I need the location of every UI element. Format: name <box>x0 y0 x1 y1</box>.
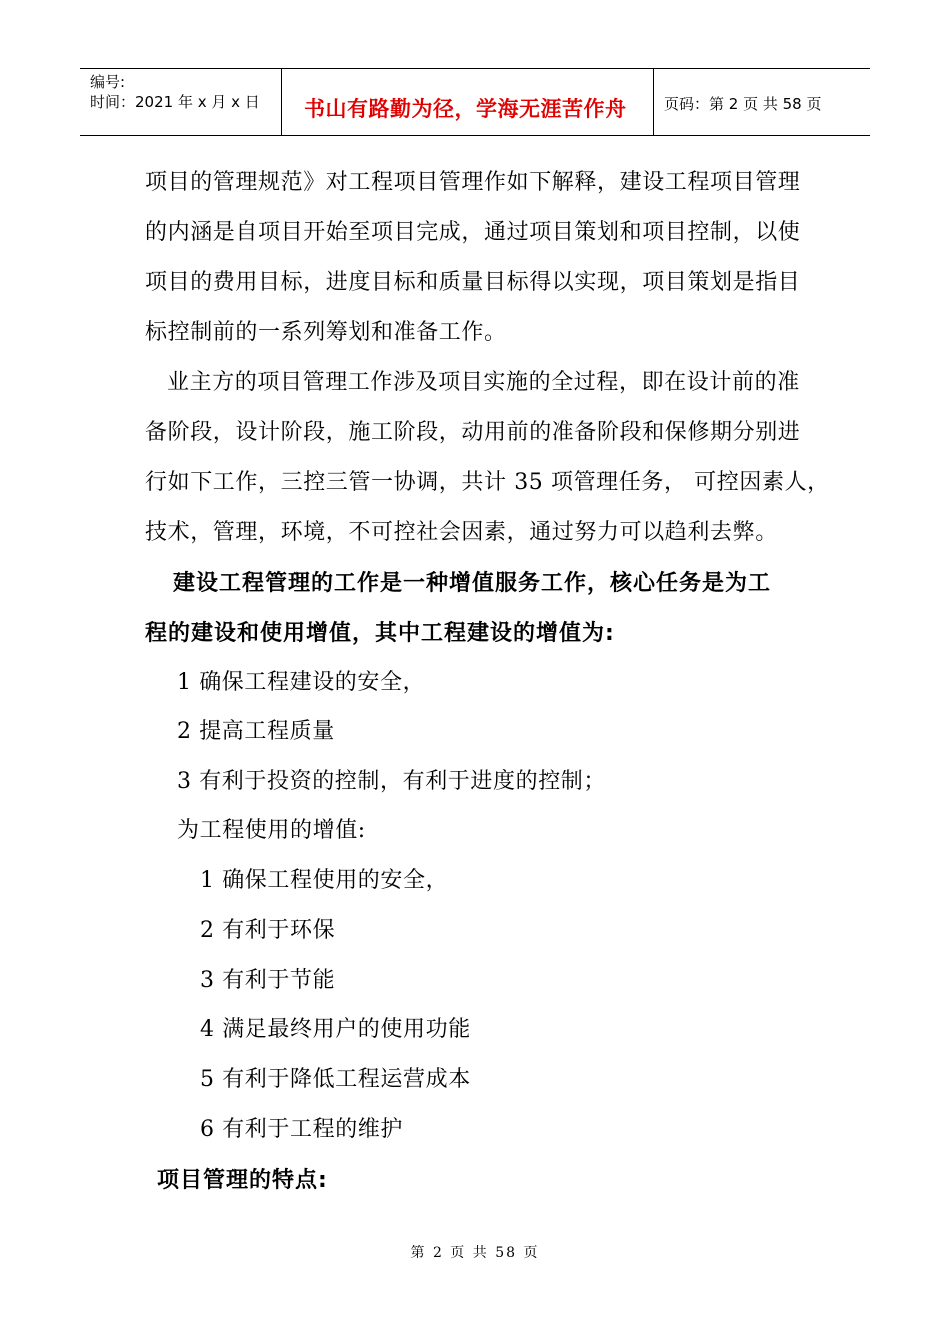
section-heading: 项目管理的特点: <box>157 1168 328 1193</box>
paragraph-line: 标控制前的一系列筹划和准备工作。 <box>145 320 507 345</box>
list-item: 5 有利于降低工程运营成本 <box>200 1067 471 1092</box>
document-header <box>80 68 870 136</box>
paragraph-line: 技术，管理，环境，不可控社会因素，通过努力可以趋利去弊。 <box>145 520 778 545</box>
paragraph-line: 行如下工作，三控三管一协调，共计 35 项管理任务， 可控因素人， <box>145 470 830 495</box>
motto: 书山有路勤为径，学海无涯苦作舟 <box>304 97 627 121</box>
paragraph-line: 项目的费用目标，进度目标和质量目标得以实现，项目策划是指目 <box>145 270 801 295</box>
list-item: 3 有利于投资的控制，有利于进度的控制； <box>177 769 606 794</box>
section-heading: 建设工程管理的工作是一种增值服务工作，核心任务是为工 <box>173 571 772 596</box>
date-label: 时间：2021 年 x 月 x 日 <box>90 93 260 111</box>
paragraph-line: 备阶段，设计阶段，施工阶段，动用前的准备阶段和保修期分别进 <box>145 420 801 445</box>
list-item: 6 有利于工程的维护 <box>200 1117 403 1142</box>
header-middle-cell <box>282 69 654 135</box>
page-info: 页码：第 2 页 共 58 页 <box>664 95 822 113</box>
page-footer: 第 2 页 共 58 页 <box>410 1245 540 1261</box>
paragraph-line: 业主方的项目管理工作涉及项目实施的全过程，即在设计前的准 <box>167 370 800 395</box>
paragraph-line: 的内涵是自项目开始至项目完成，通过项目策划和项目控制，以使 <box>145 220 801 245</box>
subheading: 为工程使用的增值: <box>177 818 366 843</box>
section-heading: 程的建设和使用增值，其中工程建设的增值为: <box>145 621 615 646</box>
list-item: 2 有利于环保 <box>200 918 336 943</box>
list-item: 1 确保工程使用的安全， <box>200 868 449 893</box>
header-right-cell <box>654 69 870 135</box>
header-left-cell <box>80 69 282 135</box>
list-item: 1 确保工程建设的安全， <box>177 670 426 695</box>
list-item: 3 有利于节能 <box>200 968 336 993</box>
list-item: 2 提高工程质量 <box>177 719 335 744</box>
list-item: 4 满足最终用户的使用功能 <box>200 1017 471 1042</box>
paragraph-line: 项目的管理规范》对工程项目管理作如下解释，建设工程项目管理 <box>145 170 801 195</box>
number-label: 编号: <box>90 73 126 91</box>
